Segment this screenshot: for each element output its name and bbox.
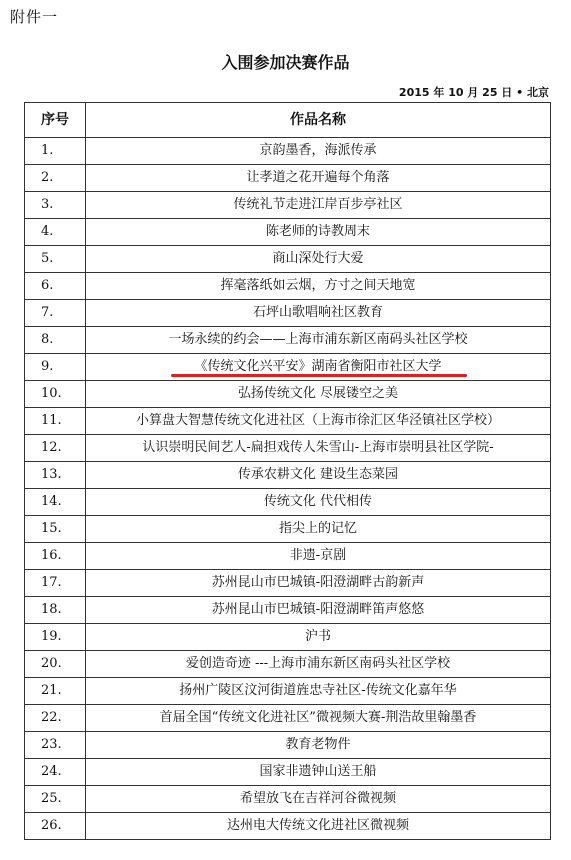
row-entry-name xyxy=(86,138,551,165)
row-entry-name xyxy=(86,624,551,651)
entry-name-text: 首届全国“传统文化进社区”微视频大赛-荆浩故里翰墨香 xyxy=(159,710,477,725)
table-row xyxy=(25,489,551,516)
entry-name-text: 扬州广陵区汶河街道旌忠寺社区-传统文化嘉年华 xyxy=(179,683,457,698)
row-entry-name xyxy=(86,273,551,300)
row-entry-name xyxy=(86,408,551,435)
row-number: 13. xyxy=(25,462,86,489)
entry-name-text: 弘扬传统文化 尽展镂空之美 xyxy=(237,386,399,401)
table-row xyxy=(25,273,551,300)
entry-name-text: 让孝道之花开遍每个角落 xyxy=(246,170,390,185)
entry-name-text: 传统文化 代代相传 xyxy=(263,494,373,509)
entry-name-text: 《传统文化兴平安》湖南省衡阳市社区大学 xyxy=(194,359,442,374)
entry-name-text: 挥毫落纸如云烟，方寸之间天地宽 xyxy=(220,278,416,293)
entry-name-text: 爱创造奇迹 ---上海市浦东新区南码头社区学校 xyxy=(185,656,451,671)
header-name: 作品名称 xyxy=(86,103,551,138)
table-row xyxy=(25,624,551,651)
table-row xyxy=(25,354,551,381)
row-number: 3. xyxy=(25,192,86,219)
table-row xyxy=(25,516,551,543)
table-row xyxy=(25,651,551,678)
table-row xyxy=(25,462,551,489)
row-entry-name xyxy=(86,192,551,219)
table-row xyxy=(25,408,551,435)
row-number: 5. xyxy=(25,246,86,273)
row-entry-name xyxy=(86,651,551,678)
row-entry-name xyxy=(86,354,551,381)
entry-name-text: 苏州昆山市巴城镇-阳澄湖畔笛声悠悠 xyxy=(211,602,425,617)
row-number: 10. xyxy=(25,381,86,408)
row-entry-name xyxy=(86,165,551,192)
row-entry-name xyxy=(86,570,551,597)
table-row xyxy=(25,381,551,408)
row-entry-name xyxy=(86,516,551,543)
table-row xyxy=(25,543,551,570)
entry-name-text: 指尖上的记忆 xyxy=(278,521,357,536)
row-entry-name xyxy=(86,489,551,516)
row-entry-name xyxy=(86,543,551,570)
row-number: 9. xyxy=(25,354,86,381)
entry-name-text: 商山深处行大爱 xyxy=(272,251,364,266)
entry-name-text: 一场永续的约会——上海市浦东新区南码头社区学校 xyxy=(168,332,468,347)
entry-name-text: 国家非遗钟山送王船 xyxy=(259,764,377,779)
row-number: 16. xyxy=(25,543,86,570)
table-row xyxy=(25,813,551,840)
row-number: 11. xyxy=(25,408,86,435)
entry-name-text: 小算盘大智慧传统文化进社区（上海市徐汇区华泾镇社区学校） xyxy=(135,413,500,428)
row-entry-name xyxy=(86,381,551,408)
header-number: 序号 xyxy=(25,103,86,138)
row-number: 22. xyxy=(25,705,86,732)
entry-name-text: 教育老物件 xyxy=(285,737,351,752)
table-row xyxy=(25,219,551,246)
row-entry-name xyxy=(86,300,551,327)
document-date: 2015 年 10 月 25 日 • 北京 xyxy=(398,86,549,99)
table-row xyxy=(25,759,551,786)
row-number: 23. xyxy=(25,732,86,759)
table-row xyxy=(25,165,551,192)
row-entry-name xyxy=(86,705,551,732)
row-number: 20. xyxy=(25,651,86,678)
table-body xyxy=(25,138,551,840)
row-number: 12. xyxy=(25,435,86,462)
row-number: 14. xyxy=(25,489,86,516)
row-number: 6. xyxy=(25,273,86,300)
table-row xyxy=(25,246,551,273)
table-header-row xyxy=(25,103,551,138)
row-entry-name xyxy=(86,246,551,273)
entry-name-text: 京韵墨香，海派传承 xyxy=(259,143,377,158)
entry-name-text: 希望放飞在吉祥河谷微视频 xyxy=(239,791,396,806)
row-number: 4. xyxy=(25,219,86,246)
row-entry-name xyxy=(86,732,551,759)
row-number: 18. xyxy=(25,597,86,624)
row-entry-name xyxy=(86,759,551,786)
entry-name-text: 传承农耕文化 建设生态菜园 xyxy=(237,467,399,482)
row-entry-name xyxy=(86,219,551,246)
table-row xyxy=(25,300,551,327)
row-number: 21. xyxy=(25,678,86,705)
row-entry-name xyxy=(86,813,551,840)
row-entry-name xyxy=(86,786,551,813)
table-row xyxy=(25,597,551,624)
row-number: 26. xyxy=(25,813,86,840)
row-number: 15. xyxy=(25,516,86,543)
row-number: 2. xyxy=(25,165,86,192)
table-row xyxy=(25,192,551,219)
table-row xyxy=(25,570,551,597)
table-row xyxy=(25,786,551,813)
row-number: 24. xyxy=(25,759,86,786)
row-entry-name xyxy=(86,462,551,489)
entry-name-text: 石坪山歌唱响社区教育 xyxy=(252,305,383,320)
row-number: 1. xyxy=(25,138,86,165)
entry-name-text: 非遗-京剧 xyxy=(289,548,347,563)
table-row xyxy=(25,678,551,705)
entry-name-text: 达州电大传统文化进社区微视频 xyxy=(226,818,409,833)
table-row xyxy=(25,705,551,732)
table-row xyxy=(25,327,551,354)
entries-table xyxy=(24,102,551,840)
table-row xyxy=(25,732,551,759)
table-row xyxy=(25,435,551,462)
row-number: 25. xyxy=(25,786,86,813)
entry-name-text: 认识崇明民间艺人-扁担戏传人朱雪山-上海市崇明县社区学院- xyxy=(142,440,494,455)
row-entry-name xyxy=(86,678,551,705)
row-number: 17. xyxy=(25,570,86,597)
row-entry-name xyxy=(86,435,551,462)
attachment-label: 附件一 xyxy=(10,8,59,26)
entry-name-text: 传统礼节走进江岸百步亭社区 xyxy=(233,197,403,212)
entry-name-text: 苏州昆山市巴城镇-阳澄湖畔古韵新声 xyxy=(211,575,425,590)
entry-name-text: 陈老师的诗教周末 xyxy=(265,224,370,239)
document-title: 入围参加决赛作品 xyxy=(221,53,350,72)
red-underline-mark xyxy=(171,374,467,377)
row-number: 8. xyxy=(25,327,86,354)
table-row xyxy=(25,138,551,165)
row-number: 19. xyxy=(25,624,86,651)
row-number: 7. xyxy=(25,300,86,327)
entry-name-text: 沪书 xyxy=(304,629,331,644)
row-entry-name xyxy=(86,597,551,624)
row-entry-name xyxy=(86,327,551,354)
